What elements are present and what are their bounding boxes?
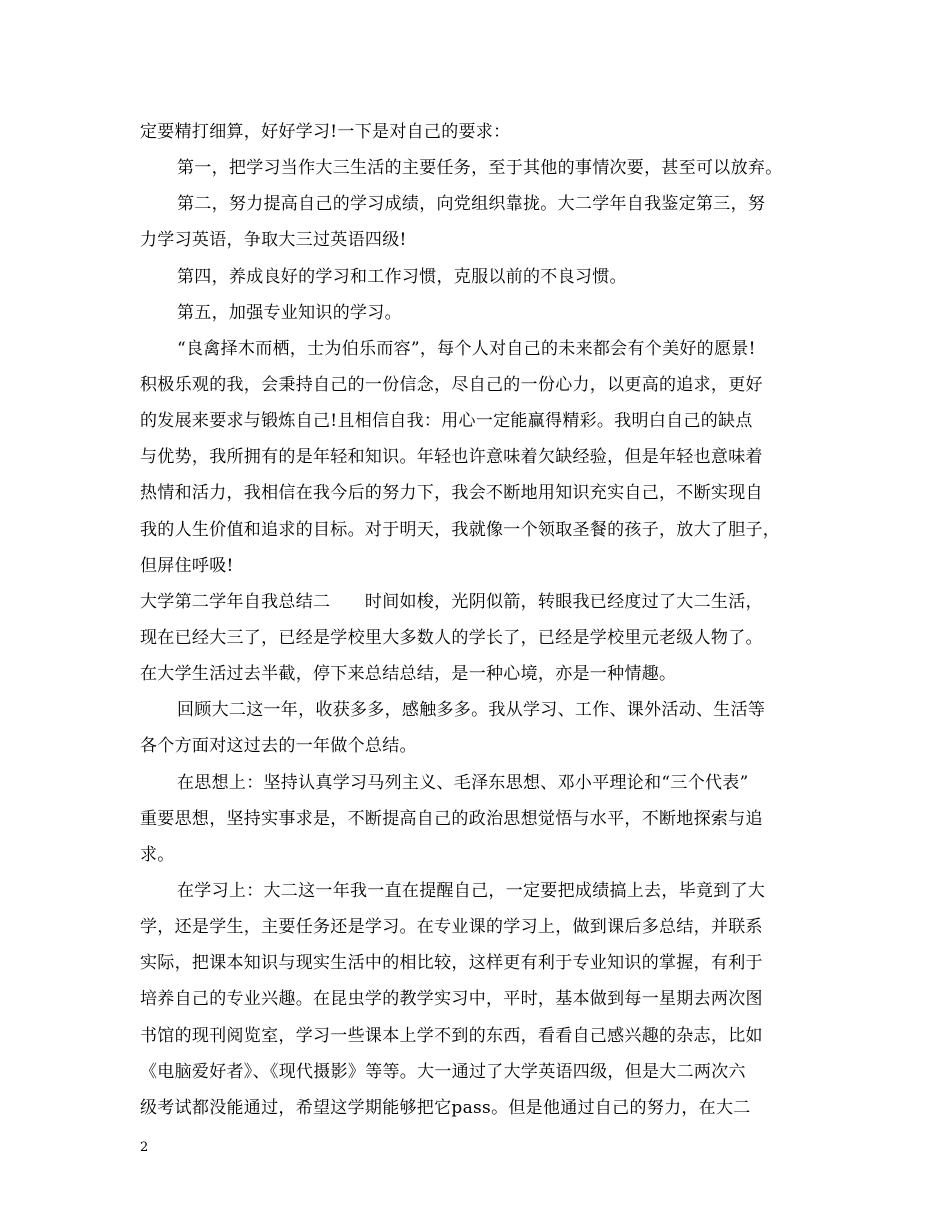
text-line: 求。 (140, 844, 175, 865)
text-line: 第四，养成良好的学习和工作习惯，克服以前的不良习惯。 (177, 266, 627, 287)
text-line: 在学习上：大二这一年我一直在提醒自己，一定要把成绩搞上去，毕竟到了大 (177, 880, 766, 901)
text-line: “良禽择木而栖，士为伯乐而容”，每个人对自己的未来都会有个美好的愿景! (177, 338, 756, 359)
text-line: 的发展来要求与锻炼自己!且相信自我：用心一定能赢得精彩。我明白自己的缺点 (140, 411, 753, 432)
text-line: 热情和活力，我相信在我今后的努力下，我会不断地用知识充实自己，不断实现自 (140, 483, 763, 504)
body-text (140, 114, 820, 1126)
section-heading-line: 大学第二学年自我总结二 时间如梭，光阴似箭，转眼我已经度过了大二生活， (140, 591, 763, 612)
text-line: 重要思想，坚持实事求是，不断提高自己的政治思想觉悟与水平，不断地探索与追 (140, 808, 763, 829)
text-line: 实际，把课本知识与现实生活中的相比较，这样更有利于专业知识的掌握，有利于 (140, 953, 763, 974)
text-line: 级考试都没能通过，希望这学期能够把它pass。但是他通过自己的努力，在大二 (140, 1097, 751, 1118)
text-line: 培养自己的专业兴趣。在昆虫学的教学实习中，平时，基本做到每一星期去两次图 (140, 989, 763, 1010)
text-line: 在大学生活过去半截，停下来总结总结，是一种心境，亦是一种情趣。 (140, 664, 677, 685)
text-line: 我的人生价值和追求的目标。对于明天，我就像一个领取圣餐的孩子，放大了胆子， (140, 519, 781, 540)
text-line: 学，还是学生，主要任务还是学习。在专业课的学习上，做到课后多总结，并联系 (140, 917, 763, 938)
text-line: 回顾大二这一年，收获多多，感触多多。我从学习、工作、课外活动、生活等 (177, 700, 766, 721)
text-line: 第一，把学习当作大三生活的主要任务，至于其他的事情次要，甚至可以放弃。 (177, 158, 783, 179)
text-line: 定要精打细算，好好学习!一下是对自己的要求： (140, 122, 511, 142)
text-line: 书馆的现刊阅览室，学习一些课本上学不到的东西，看看自己感兴趣的杂志，比如 (140, 1025, 763, 1046)
text-line: 各个方面对这过去的一年做个总结。 (140, 736, 417, 757)
page-number: 2 (140, 1140, 149, 1155)
text-line: 力学习英语，争取大三过英语四级! (140, 230, 407, 251)
text-line: 在思想上：坚持认真学习马列主义、毛泽东思想、邓小平理论和“三个代表” (177, 772, 749, 793)
text-line: 《电脑爱好者》、《现代摄影》等等。大一通过了大学英语四级，但是大二两次六 (140, 1061, 746, 1082)
text-line: 积极乐观的我，会秉持自己的一份信念，尽自己的一份心力，以更高的追求，更好 (140, 374, 763, 395)
text-line: 现在已经大三了，已经是学校里大多数人的学长了，已经是学校里元老级人物了。 (140, 627, 763, 648)
text-line: 与优势，我所拥有的是年轻和知识。年轻也许意味着欠缺经验，但是年轻也意味着 (140, 447, 763, 468)
text-line: 第二，努力提高自己的学习成绩，向党组织靠拢。大二学年自我鉴定第三，努 (177, 194, 766, 215)
text-line: 第五，加强专业知识的学习。 (177, 302, 402, 323)
text-line: 但屏住呼吸! (140, 555, 234, 576)
